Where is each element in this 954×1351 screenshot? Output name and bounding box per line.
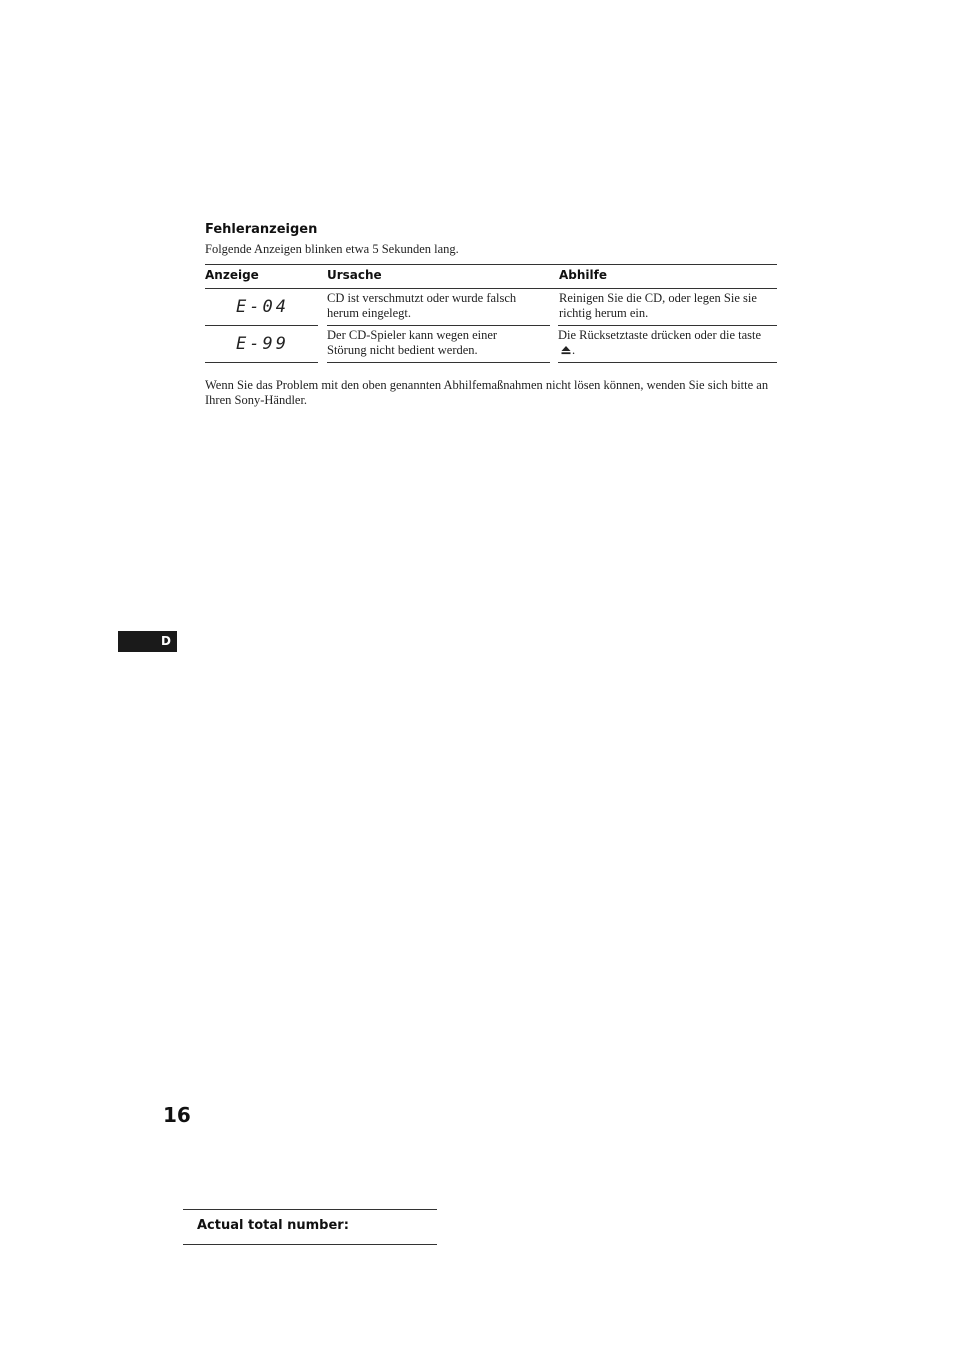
header-display: Anzeige <box>205 268 259 282</box>
help-note: Wenn Sie das Problem mit den oben genannten Abhilfemaßnahmen nicht lösen können, wenden Sie sich bitte an Ihren Sony-Händler. <box>205 378 769 407</box>
header-rule <box>205 288 777 289</box>
row-rule <box>558 325 777 326</box>
row-rule <box>205 362 318 363</box>
row-rule <box>205 325 318 326</box>
table-top-rule <box>205 264 777 265</box>
row-rule <box>558 362 777 363</box>
section-title: Fehleranzeigen <box>205 222 318 237</box>
footer-box-bottom-rule <box>183 1244 437 1245</box>
section-intro: Folgende Anzeigen blinken etwa 5 Sekunden lang. <box>205 242 459 256</box>
eject-icon <box>561 345 571 355</box>
lcd-display-code: E-99 <box>236 334 289 354</box>
header-cause: Ursache <box>327 268 382 282</box>
remedy-text-end: . <box>572 343 576 357</box>
remedy-text: Die Rücksetztaste drücken oder die taste <box>558 328 762 342</box>
remedy-cell: Reinigen Sie die CD, oder legen Sie sie richtig herum ein. <box>559 291 757 320</box>
header-remedy: Abhilfe <box>559 268 608 282</box>
row-rule <box>327 362 550 363</box>
footer-box-top-rule <box>183 1209 437 1210</box>
row-rule <box>327 325 550 326</box>
lcd-display-code: E-04 <box>236 297 289 317</box>
remedy-cell <box>558 328 773 358</box>
cause-cell: CD ist verschmutzt oder wurde falsch herum eingelegt. <box>327 291 517 320</box>
page-number: 16 <box>163 1103 191 1127</box>
language-tab: D <box>118 631 177 652</box>
cause-cell: Der CD-Spieler kann wegen einer Störung nicht bedient werden. <box>327 328 498 357</box>
footer-box-label: Actual total number: <box>197 1218 349 1233</box>
